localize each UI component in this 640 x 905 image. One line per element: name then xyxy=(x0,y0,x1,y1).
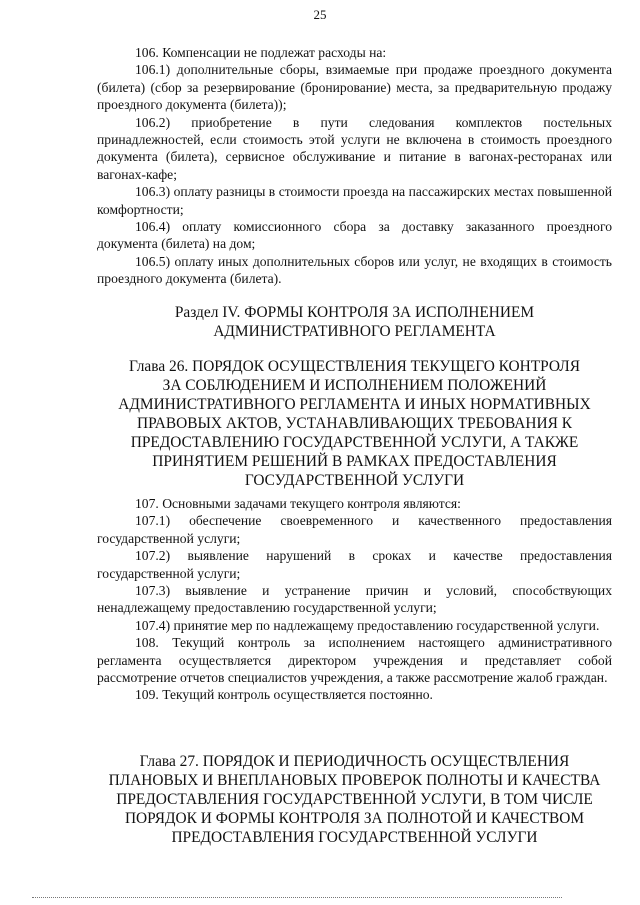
paragraph-107-4: 107.4) принятие мер по надлежащему предоставлению государственной услуги. xyxy=(135,617,600,633)
paragraph-107-3: 107.3) выявление и устранение причин и условий, способствующих ненадлежащему предоставлению государственной услуги; xyxy=(97,583,612,616)
paragraph-107-2: 107.2) выявление нарушений в сроках и качестве предоставления государственной услуги; xyxy=(97,548,612,581)
paragraph-108: 108. Текущий контроль за исполнением настоящего административного регламента осуществляется директором учреждения и представляет собой рассмотрение отчетов специалистов учреждения, а также рассмотрение жалоб граждан. xyxy=(97,635,612,686)
heading-line: Глава 26. ПОРЯДОК ОСУЩЕСТВЛЕНИЯ ТЕКУЩЕГО КОНТРОЛЯ xyxy=(129,358,580,375)
heading-line: ГОСУДАРСТВЕННОЙ УСЛУГИ xyxy=(244,472,465,489)
heading-line: Глава 27. ПОРЯДОК И ПЕРИОДИЧНОСТЬ ОСУЩЕСТВЛЕНИЯ xyxy=(139,753,570,770)
paragraph-109: 109. Текущий контроль осуществляется постоянно. xyxy=(135,687,433,703)
heading-line: ПРЕДОСТАВЛЕНИЯ ГОСУДАРСТВЕННОЙ УСЛУГИ xyxy=(171,829,538,846)
chapter-26-heading xyxy=(97,357,612,490)
paragraph-106-2: 106.2) приобретение в пути следования комплектов постельных принадлежностей, если стоимость этой услуги не включена в стоимость проездного документа (билета), сервисное обслуживание и питание в вагонах-ресторанах или вагонах-кафе; xyxy=(97,114,612,182)
heading-line: Раздел IV. ФОРМЫ КОНТРОЛЯ ЗА ИСПОЛНЕНИЕМ xyxy=(174,304,535,321)
page-number: 25 xyxy=(313,7,327,22)
heading-line: ПРЕДОСТАВЛЕНИЮ ГОСУДАРСТВЕННОЙ УСЛУГИ, А ТАКЖЕ xyxy=(130,434,579,451)
paragraph-107: 107. Основными задачами текущего контроля являются: xyxy=(135,496,461,511)
paragraph-106: 106. Компенсации не подлежат расходы на: xyxy=(135,45,387,60)
section-iv-heading xyxy=(97,303,612,341)
paragraph-106-5: 106.5) оплату иных дополнительных сборов или услуг, не входящих в стоимость проездного документа (билета). xyxy=(97,253,612,287)
heading-line: ПРИНЯТИЕМ РЕШЕНИЙ В РАМКАХ ПРЕДОСТАВЛЕНИЯ xyxy=(152,453,557,470)
heading-line: ЗА СОБЛЮДЕНИЕМ И ИСПОЛНЕНИЕМ ПОЛОЖЕНИЙ xyxy=(162,377,547,394)
compensation-exclusions-section xyxy=(97,44,612,288)
heading-line: АДМИНИСТРАТИВНОГО РЕГЛАМЕНТА xyxy=(213,323,496,340)
heading-line: ПОРЯДОК И ФОРМЫ КОНТРОЛЯ ЗА ПОЛНОТОЙ И КАЧЕСТВОМ xyxy=(124,810,585,827)
heading-line: ПРАВОВЫХ АКТОВ, УСТАНАВЛИВАЮЩИХ ТРЕБОВАНИЯ К xyxy=(137,415,572,432)
bottom-divider xyxy=(32,897,562,898)
heading-line: АДМИНИСТРАТИВНОГО РЕГЛАМЕНТА И ИНЫХ НОРМАТИВНЫХ xyxy=(118,396,591,413)
heading-line: ПРЕДОСТАВЛЕНИЯ ГОСУДАРСТВЕННОЙ УСЛУГИ, В ТОМ ЧИСЛЕ xyxy=(116,791,593,808)
current-control-section xyxy=(97,495,612,704)
paragraph-106-3: 106.3) оплату разницы в стоимости проезда на пассажирских местах повышенной комфортности; xyxy=(97,184,612,217)
paragraph-106-4: 106.4) оплату комиссионного сбора за доставку заказанного проездного документа (билета) на дом; xyxy=(97,219,612,252)
heading-line: ПЛАНОВЫХ И ВНЕПЛАНОВЫХ ПРОВЕРОК ПОЛНОТЫ И КАЧЕСТВА xyxy=(108,772,601,789)
paragraph-106-1: 106.1) дополнительные сборы, взимаемые при продаже проездного документа (билета) (сбор за резервирование (бронирование) места, за предварительную продажу проездного документа (билета)); xyxy=(97,62,612,113)
chapter-27-heading xyxy=(97,752,612,847)
paragraph-107-1: 107.1) обеспечение своевременного и качественного предоставления государственной услуги; xyxy=(97,513,612,546)
